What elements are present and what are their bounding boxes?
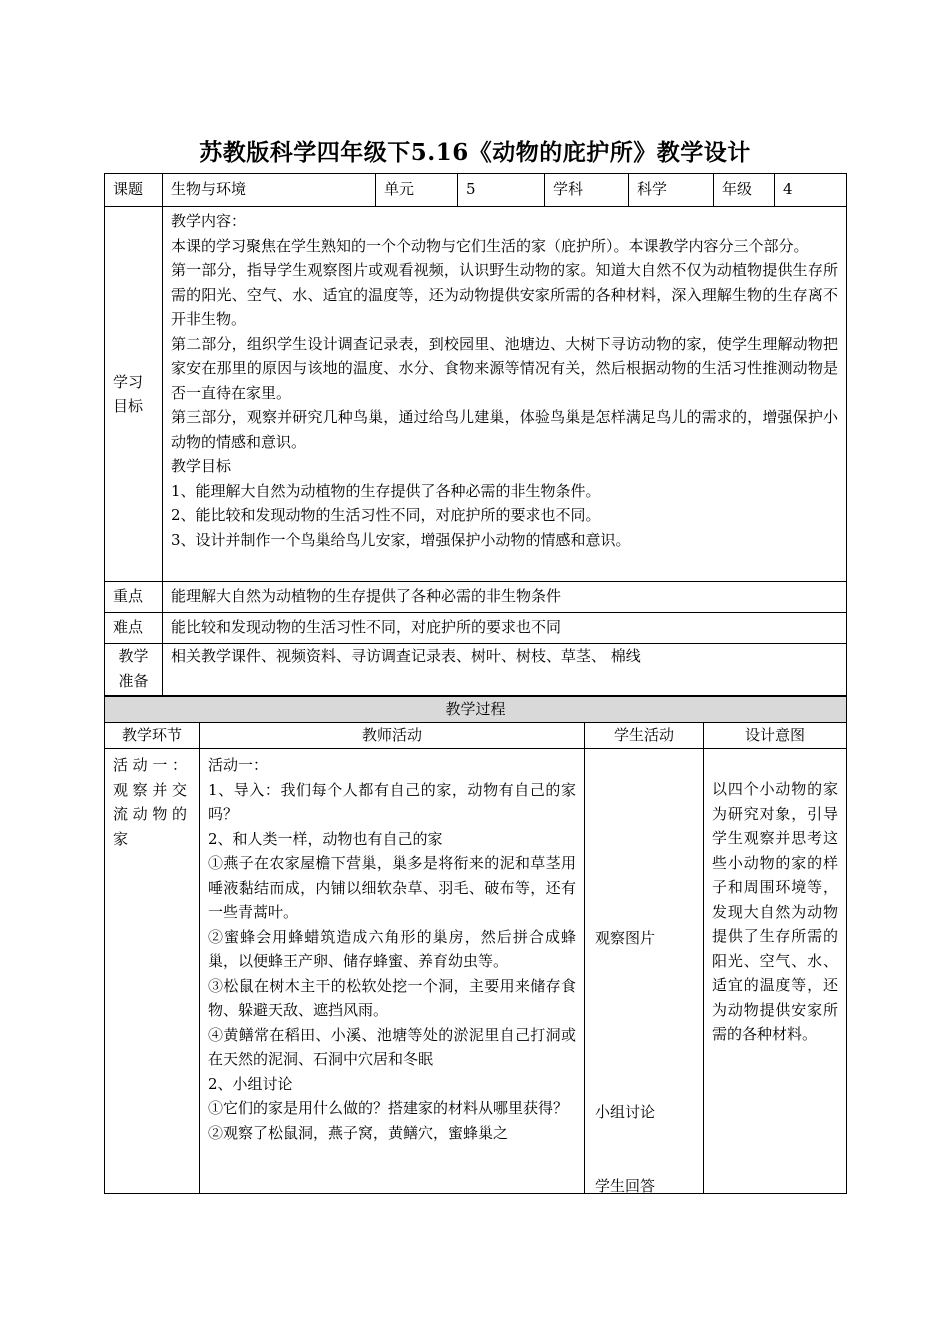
prep-label: 教学 准备 — [105, 644, 163, 696]
prep-value: 相关教学课件、视频资料、寻访调查记录表、树叶、树枝、草茎、 棉线 — [163, 644, 847, 696]
col-stage-header: 教学环节 — [105, 723, 200, 749]
teacher-line: 2、小组讨论 — [208, 1074, 293, 1093]
student-answer: 学生回答 — [595, 1177, 656, 1195]
intent-cell: 以四个小动物的家为研究对象，引导学生观察并思考这些小动物的家的样子和周围环境等，发现大自然为动物提供了生存所需的阳光、空气、水、适宜的温度等，还为动物提供安家所需的各种材料。 — [704, 749, 847, 1194]
teacher-line: 1、导入：我们每个人都有自己的家，动物有自己的家吗？ — [208, 780, 576, 823]
goals-line: 教学目标 — [171, 457, 232, 475]
teacher-line: ②蜜蜂会用蜂蜡筑造成六角形的巢房，然后拼合成蜂巢，以便蜂王产卵、储存蜂蜜、养育幼虫等。 — [208, 927, 576, 970]
activity-one-row — [105, 749, 847, 1194]
goals-line: 教学内容： — [171, 212, 247, 230]
teacher-activity-cell — [200, 749, 585, 1194]
process-heading-row — [105, 697, 847, 723]
goals-line: 1、能理解大自然为动植物的生存提供了各种必需的非生物条件。 — [171, 481, 601, 500]
goals-line: 第一部分，指导学生观察图片或观看视频，认识野生动物的家。知道大自然不仅为动植物提供生存所需的阳光、空气、水、适宜的温度等，还为动物提供安家所需的各种材料，深入理解生物的生存离不开非生物。 — [171, 261, 838, 328]
topic-value: 生物与环境 — [163, 174, 376, 207]
grade-label: 年级 — [714, 174, 775, 207]
teacher-line: ②观察了松鼠洞，燕子窝，黄鳝穴，蜜蜂巢之 — [208, 1123, 509, 1142]
difficulty-row — [105, 613, 847, 644]
teacher-line: ④黄鳝常在稻田、小溪、池塘等处的淤泥里自己打洞或在天然的泥洞、石洞中穴居和冬眠 — [208, 1025, 576, 1068]
subject-value: 科学 — [629, 174, 714, 207]
process-heading: 教学过程 — [105, 697, 847, 723]
subject-label: 学科 — [545, 174, 629, 207]
student-observe: 观察图片 — [595, 929, 656, 947]
teacher-line: ①燕子在农家屋檐下营巢，巢多是将衔来的泥和草茎用唾液黏结而成，内铺以细软杂草、羽毛、破布等，还有一些青蒿叶。 — [208, 854, 576, 921]
teacher-line: ③松鼠在树木主干的松软处挖一个洞，主要用来储存食物、躲避天敌、遮挡风雨。 — [208, 976, 576, 1019]
goals-line: 第二部分，组织学生设计调查记录表，到校园里、池塘边、大树下寻访动物的家，使学生理解动物把家安在那里的原因与该地的温度、水分、食物来源等情况有关，然后根据动物的生活习性推测动物是否一直待在家里。 — [171, 334, 838, 402]
goals-line: 第三部分，观察并研究几种鸟巢，通过给鸟儿建巢，体验鸟巢是怎样满足鸟儿的需求的，增强保护小动物的情感和意识。 — [171, 408, 838, 451]
goals-line: 2、能比较和发现动物的生活习性不同，对庇护所的要求也不同。 — [171, 506, 601, 524]
document-title: 苏教版科学四年级下5.16《动物的庇护所》教学设计 — [199, 139, 751, 166]
goals-line: 3、设计并制作一个鸟巢给鸟儿安家，增强保护小动物的情感和意识。 — [171, 530, 631, 549]
key-point-label: 重点 — [105, 582, 163, 613]
unit-label: 单元 — [376, 174, 458, 207]
key-point-value: 能理解大自然为动植物的生存提供了各种必需的非生物条件 — [163, 582, 847, 613]
col-intent-header: 设计意图 — [704, 723, 847, 749]
process-table — [104, 696, 847, 1194]
grade-value: 4 — [775, 174, 847, 207]
goals-label: 学习 目标 — [105, 207, 163, 582]
stage-cell: 活动一：观察并交流动物的家 — [105, 749, 200, 1194]
topic-label: 课题 — [105, 174, 163, 207]
lesson-info-table — [104, 173, 847, 696]
difficulty-label: 难点 — [105, 613, 163, 644]
col-teacher-header: 教师活动 — [200, 723, 585, 749]
key-point-row — [105, 582, 847, 613]
goals-content — [163, 207, 847, 582]
unit-value: 5 — [458, 174, 545, 207]
teacher-line: 2、和人类一样，动物也有自己的家 — [208, 829, 443, 848]
difficulty-value: 能比较和发现动物的生活习性不同，对庇护所的要求也不同 — [163, 613, 847, 644]
process-header-row — [105, 723, 847, 749]
prep-row — [105, 644, 847, 696]
info-row — [105, 174, 847, 207]
student-discuss: 小组讨论 — [595, 1103, 656, 1121]
teacher-line: ①它们的家是用什么做的？搭建家的材料从哪里获得？ — [208, 1099, 569, 1117]
student-activity-cell — [585, 749, 704, 1194]
col-student-header: 学生活动 — [585, 723, 704, 749]
goals-row — [105, 207, 847, 582]
goals-line: 本课的学习聚焦在学生熟知的一个个动物与它们生活的家（庇护所）。本课教学内容分三个部分。 — [171, 236, 809, 255]
teacher-line: 活动一： — [208, 756, 269, 774]
